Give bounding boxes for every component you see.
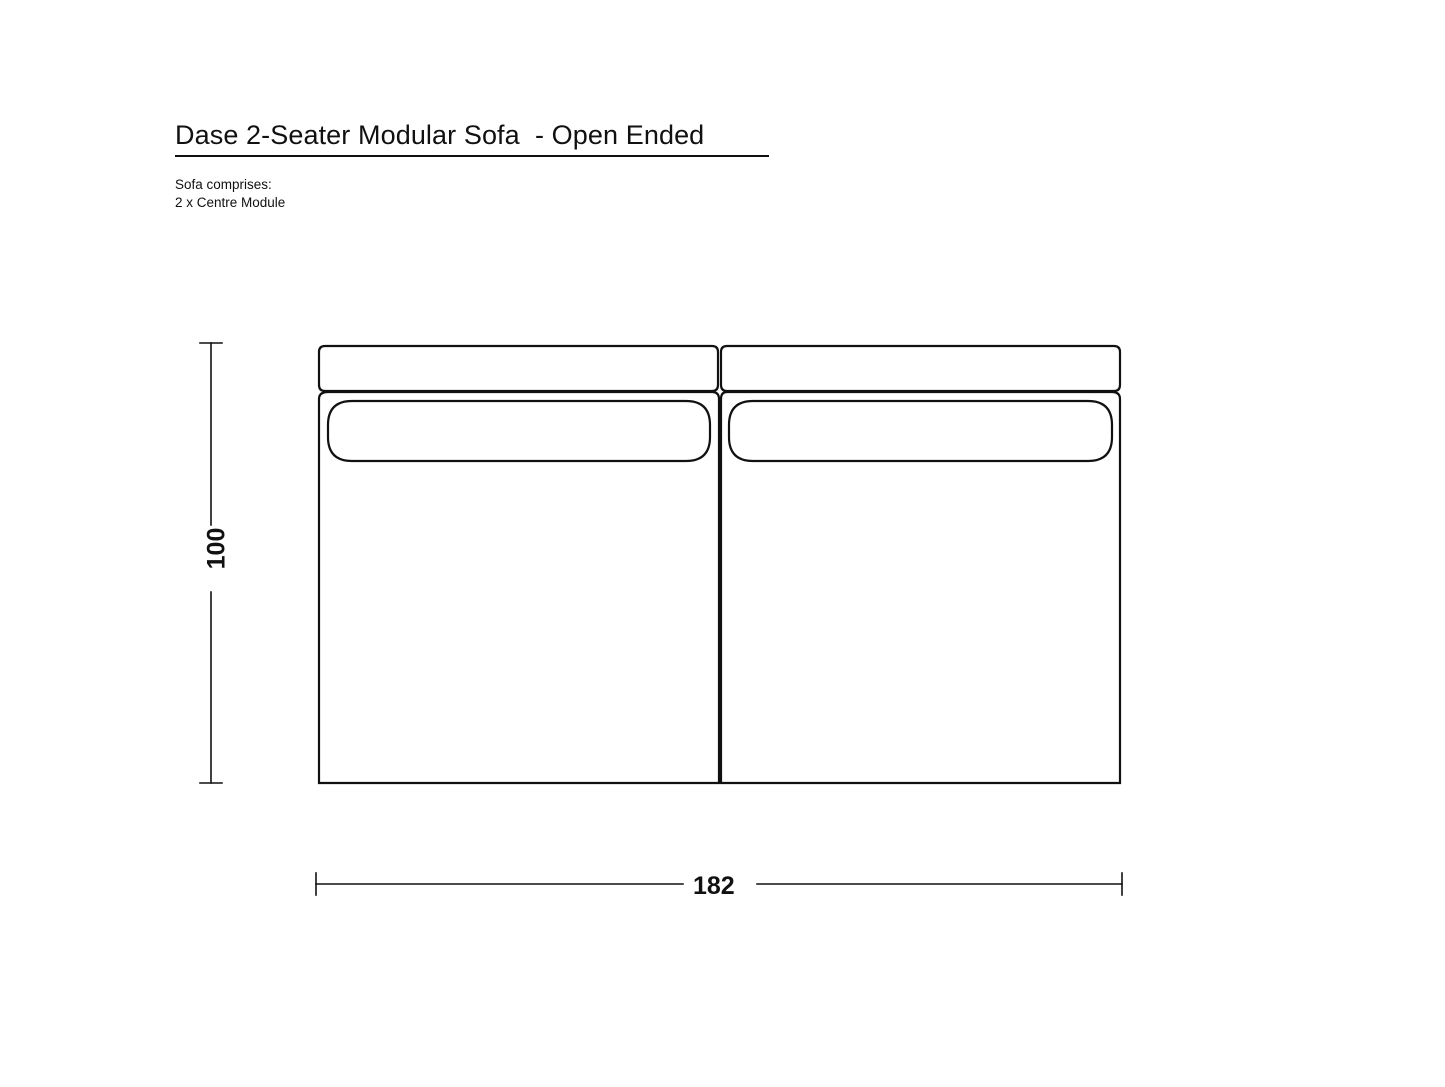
page-title: Dase 2-Seater Modular Sofa - Open Ended: [175, 120, 705, 150]
width-dimension-label: 182: [693, 872, 735, 900]
module-right-back-rail: [721, 346, 1120, 391]
comprises-label: Sofa comprises:: [175, 177, 272, 192]
module-right-seat-cushion: [729, 401, 1112, 461]
module-left-seat-cushion: [328, 401, 710, 461]
height-dimension-label: 100: [202, 527, 231, 570]
module-left-back-rail: [319, 346, 718, 391]
module-left-body: [319, 392, 719, 783]
comprises-items: 2 x Centre Module: [175, 195, 286, 210]
module-right-body: [721, 392, 1120, 783]
